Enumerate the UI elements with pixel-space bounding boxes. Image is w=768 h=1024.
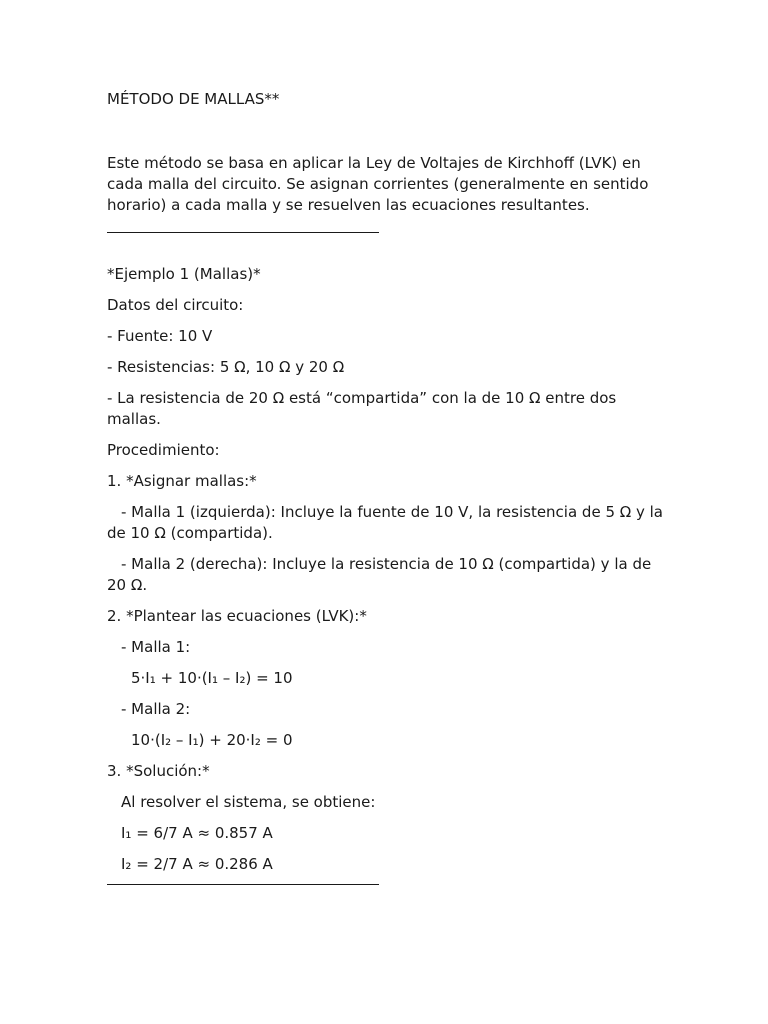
section-divider-top (107, 232, 667, 253)
step-2-heading: 2. *Plantear las ecuaciones (LVK):* (107, 607, 367, 625)
data-heading: Datos del circuito: (107, 296, 244, 314)
divider-line (107, 884, 379, 885)
result-current-1: I₁ = 6/7 A ≈ 0.857 A (121, 824, 273, 842)
section-divider-bottom (107, 884, 667, 905)
example-heading: *Ejemplo 1 (Mallas)* (107, 265, 261, 283)
data-item-shared: - La resistencia de 20 Ω está “compartida” con la de 10 Ω entre dos mallas. (107, 389, 617, 428)
intro-paragraph: Este método se basa en aplicar la Ley de Voltajes de Kirchhoff (LVK) en cada malla del circuito. Se asignan corrientes (generalmente en sentido horario) a cada malla y se resuelven las ecuaciones resultantes. (107, 154, 649, 214)
document-title: MÉTODO DE MALLAS** (107, 90, 280, 108)
mesh-1-label: - Malla 1: (121, 638, 191, 656)
mesh-1-equation: 5·I₁ + 10·(I₁ – I₂) = 10 (131, 669, 293, 687)
step-1-mesh-1: - Malla 1 (izquierda): Incluye la fuente de 10 V, la resistencia de 5 Ω y la de 10 Ω (compartida). (107, 503, 663, 542)
data-item-resistances: - Resistencias: 5 Ω, 10 Ω y 20 Ω (107, 358, 345, 376)
step-1-heading: 1. *Asignar mallas:* (107, 472, 257, 490)
procedure-heading: Procedimiento: (107, 441, 220, 459)
mesh-2-equation: 10·(I₂ – I₁) + 20·I₂ = 0 (131, 731, 293, 749)
document-page (107, 89, 667, 905)
step-3-heading: 3. *Solución:* (107, 762, 210, 780)
solution-intro: Al resolver el sistema, se obtiene: (121, 793, 376, 811)
divider-line (107, 232, 379, 233)
step-1-mesh-2: - Malla 2 (derecha): Incluye la resistencia de 10 Ω (compartida) y la de 20 Ω. (107, 555, 652, 594)
mesh-2-label: - Malla 2: (121, 700, 191, 718)
data-item-source: - Fuente: 10 V (107, 327, 213, 345)
result-current-2: I₂ = 2/7 A ≈ 0.286 A (121, 855, 273, 873)
